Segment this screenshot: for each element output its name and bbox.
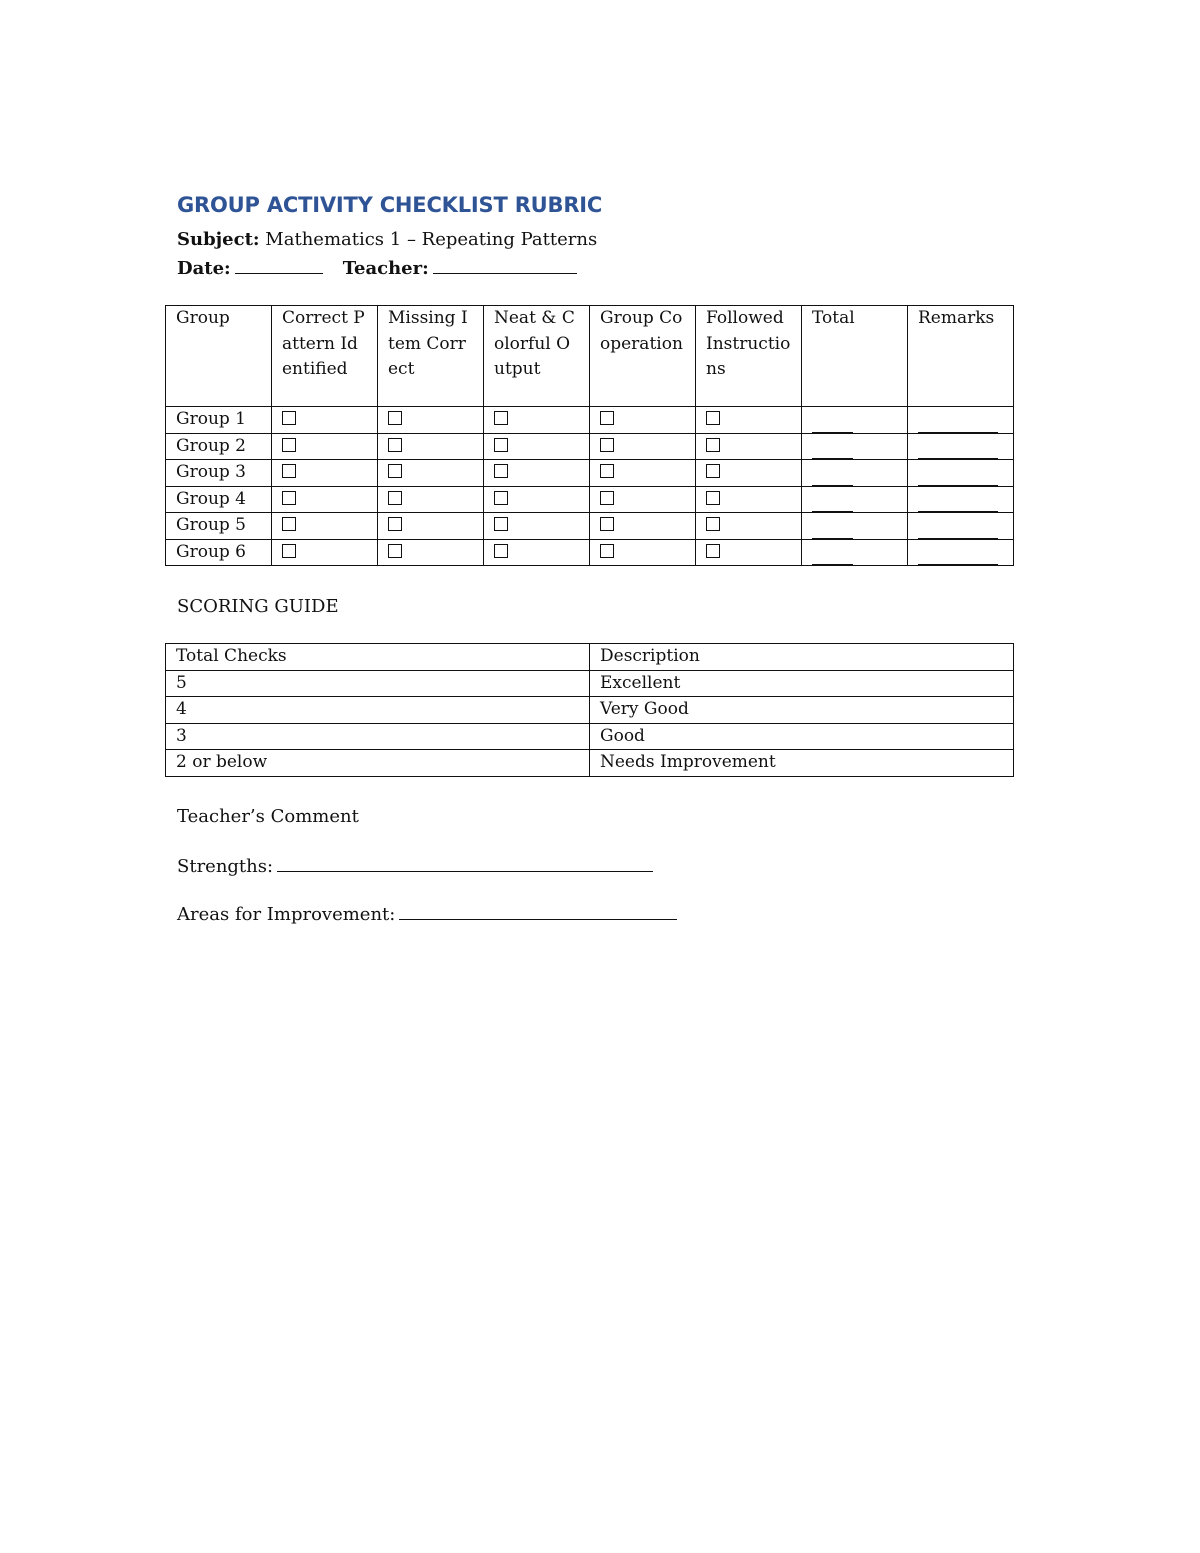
table-row bbox=[166, 723, 1014, 750]
checkbox[interactable] bbox=[388, 544, 402, 558]
total-blank[interactable] bbox=[812, 468, 853, 486]
criterion-cell bbox=[378, 513, 484, 540]
remarks-blank[interactable] bbox=[918, 547, 998, 565]
strengths-blank[interactable] bbox=[277, 870, 653, 872]
scoring-guide-table bbox=[165, 643, 1014, 777]
description-cell: Excellent bbox=[590, 670, 1014, 697]
checkbox[interactable] bbox=[600, 411, 614, 425]
checkbox[interactable] bbox=[600, 517, 614, 531]
improvement-label: Areas for Improvement: bbox=[177, 904, 396, 925]
criterion-cell bbox=[484, 407, 590, 434]
total-cell bbox=[802, 460, 908, 487]
table-row bbox=[166, 539, 1014, 566]
checkbox[interactable] bbox=[600, 544, 614, 558]
checkbox[interactable] bbox=[388, 517, 402, 531]
description-cell: Very Good bbox=[590, 697, 1014, 724]
teacher-label: Teacher: bbox=[342, 258, 429, 279]
remarks-cell bbox=[908, 433, 1014, 460]
criterion-cell bbox=[590, 460, 696, 487]
criterion-cell bbox=[378, 486, 484, 513]
checkbox[interactable] bbox=[706, 438, 720, 452]
table-row bbox=[166, 513, 1014, 540]
checkbox[interactable] bbox=[494, 438, 508, 452]
remarks-blank[interactable] bbox=[918, 468, 998, 486]
rubric-table bbox=[165, 305, 1014, 566]
total-checks-cell: 2 or below bbox=[166, 750, 590, 777]
total-checks-cell: 3 bbox=[166, 723, 590, 750]
checkbox[interactable] bbox=[494, 411, 508, 425]
checkbox[interactable] bbox=[388, 438, 402, 452]
criterion-cell bbox=[378, 433, 484, 460]
criterion-cell bbox=[484, 433, 590, 460]
criterion-cell bbox=[272, 513, 378, 540]
date-teacher-line bbox=[177, 258, 577, 279]
checkbox[interactable] bbox=[282, 464, 296, 478]
rubric-header-cell: Total bbox=[802, 306, 908, 407]
checkbox[interactable] bbox=[706, 517, 720, 531]
criterion-cell bbox=[590, 486, 696, 513]
remarks-blank[interactable] bbox=[918, 441, 998, 459]
scoring-header-cell: Description bbox=[590, 644, 1014, 671]
criterion-cell bbox=[484, 460, 590, 487]
criterion-cell bbox=[378, 460, 484, 487]
scoring-header-row bbox=[166, 644, 1014, 671]
subject-value: Mathematics 1 – Repeating Patterns bbox=[265, 229, 598, 250]
remarks-blank[interactable] bbox=[918, 521, 998, 539]
checkbox[interactable] bbox=[388, 491, 402, 505]
checkbox[interactable] bbox=[282, 491, 296, 505]
checkbox[interactable] bbox=[282, 411, 296, 425]
remarks-cell bbox=[908, 539, 1014, 566]
checkbox[interactable] bbox=[494, 544, 508, 558]
rubric-header-cell: Neat & Colorful Output bbox=[484, 306, 590, 407]
rubric-header-cell: Missing Item Correct bbox=[378, 306, 484, 407]
table-row bbox=[166, 407, 1014, 434]
scoring-header-cell: Total Checks bbox=[166, 644, 590, 671]
group-name-cell: Group 2 bbox=[166, 433, 272, 460]
checkbox[interactable] bbox=[494, 517, 508, 531]
remarks-blank[interactable] bbox=[918, 494, 998, 512]
document-title: GROUP ACTIVITY CHECKLIST RUBRIC bbox=[177, 193, 603, 217]
total-checks-cell: 5 bbox=[166, 670, 590, 697]
checkbox[interactable] bbox=[600, 438, 614, 452]
strengths-line bbox=[177, 856, 653, 877]
remarks-cell bbox=[908, 513, 1014, 540]
criterion-cell bbox=[590, 433, 696, 460]
total-blank[interactable] bbox=[812, 441, 853, 459]
criterion-cell bbox=[696, 513, 802, 540]
checkbox[interactable] bbox=[388, 464, 402, 478]
criterion-cell bbox=[696, 407, 802, 434]
date-label: Date: bbox=[177, 258, 231, 279]
checkbox[interactable] bbox=[388, 411, 402, 425]
date-blank[interactable] bbox=[235, 272, 323, 274]
table-row bbox=[166, 486, 1014, 513]
improvement-blank[interactable] bbox=[399, 918, 677, 920]
criterion-cell bbox=[272, 433, 378, 460]
checkbox[interactable] bbox=[706, 464, 720, 478]
criterion-cell bbox=[696, 486, 802, 513]
total-cell bbox=[802, 433, 908, 460]
rubric-header-cell: Followed Instructions bbox=[696, 306, 802, 407]
strengths-label: Strengths: bbox=[177, 856, 274, 877]
subject-line bbox=[177, 229, 597, 250]
table-row bbox=[166, 460, 1014, 487]
description-cell: Needs Improvement bbox=[590, 750, 1014, 777]
checkbox[interactable] bbox=[706, 411, 720, 425]
criterion-cell bbox=[696, 433, 802, 460]
group-name-cell: Group 4 bbox=[166, 486, 272, 513]
rubric-header-cell: Remarks bbox=[908, 306, 1014, 407]
checkbox[interactable] bbox=[494, 464, 508, 478]
remarks-cell bbox=[908, 460, 1014, 487]
checkbox[interactable] bbox=[282, 438, 296, 452]
checkbox[interactable] bbox=[600, 491, 614, 505]
remarks-cell bbox=[908, 486, 1014, 513]
criterion-cell bbox=[272, 407, 378, 434]
criterion-cell bbox=[272, 460, 378, 487]
criterion-cell bbox=[378, 539, 484, 566]
total-checks-cell: 4 bbox=[166, 697, 590, 724]
checkbox[interactable] bbox=[600, 464, 614, 478]
criterion-cell bbox=[484, 539, 590, 566]
rubric-header-row bbox=[166, 306, 1014, 407]
total-cell bbox=[802, 539, 908, 566]
criterion-cell bbox=[378, 407, 484, 434]
checkbox[interactable] bbox=[282, 544, 296, 558]
total-cell bbox=[802, 486, 908, 513]
total-cell bbox=[802, 513, 908, 540]
improvement-line bbox=[177, 904, 677, 925]
remarks-blank[interactable] bbox=[918, 415, 998, 433]
total-blank[interactable] bbox=[812, 521, 853, 539]
checkbox[interactable] bbox=[282, 517, 296, 531]
rubric-header-cell: Correct Pattern Identified bbox=[272, 306, 378, 407]
group-name-cell: Group 1 bbox=[166, 407, 272, 434]
rubric-header-cell: Group Cooperation bbox=[590, 306, 696, 407]
group-name-cell: Group 6 bbox=[166, 539, 272, 566]
total-blank[interactable] bbox=[812, 415, 853, 433]
criterion-cell bbox=[696, 539, 802, 566]
scoring-guide-heading: SCORING GUIDE bbox=[177, 596, 339, 617]
group-name-cell: Group 3 bbox=[166, 460, 272, 487]
criterion-cell bbox=[590, 513, 696, 540]
checkbox[interactable] bbox=[494, 491, 508, 505]
checkbox[interactable] bbox=[706, 491, 720, 505]
criterion-cell bbox=[590, 539, 696, 566]
criterion-cell bbox=[484, 513, 590, 540]
criterion-cell bbox=[696, 460, 802, 487]
teacher-comment-heading: Teacher’s Comment bbox=[177, 806, 359, 827]
teacher-blank[interactable] bbox=[433, 272, 577, 274]
total-blank[interactable] bbox=[812, 494, 853, 512]
total-blank[interactable] bbox=[812, 547, 853, 565]
total-cell bbox=[802, 407, 908, 434]
table-row bbox=[166, 697, 1014, 724]
rubric-header-cell: Group bbox=[166, 306, 272, 407]
checkbox[interactable] bbox=[706, 544, 720, 558]
criterion-cell bbox=[590, 407, 696, 434]
remarks-cell bbox=[908, 407, 1014, 434]
criterion-cell bbox=[484, 486, 590, 513]
group-name-cell: Group 5 bbox=[166, 513, 272, 540]
table-row bbox=[166, 750, 1014, 777]
criterion-cell bbox=[272, 539, 378, 566]
description-cell: Good bbox=[590, 723, 1014, 750]
subject-label: Subject: bbox=[177, 229, 260, 250]
criterion-cell bbox=[272, 486, 378, 513]
table-row bbox=[166, 670, 1014, 697]
table-row bbox=[166, 433, 1014, 460]
